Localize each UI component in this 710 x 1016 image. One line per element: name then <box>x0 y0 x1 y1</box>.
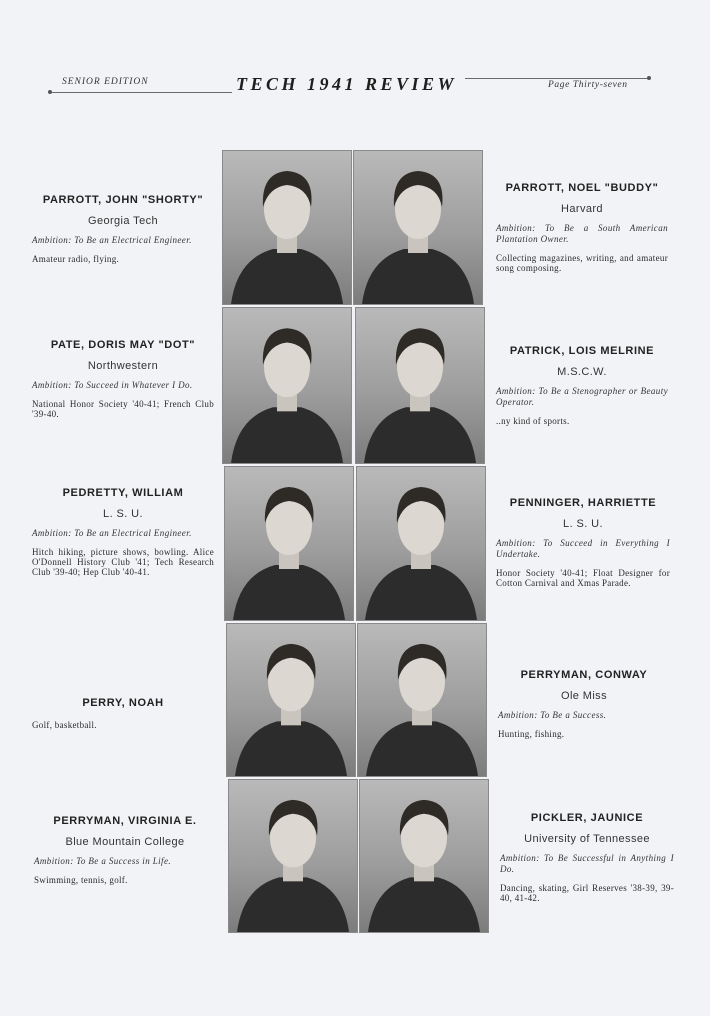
senior-bio <box>500 812 674 903</box>
senior-bio <box>496 497 670 588</box>
portrait-silhouette <box>356 308 484 463</box>
senior-ambition: Ambition: To Be a Stenographer or Beauty Operator. <box>496 386 668 407</box>
senior-name: PATE, DORIS MAY "DOT" <box>50 339 196 351</box>
portrait-photo-6 <box>356 466 486 621</box>
senior-bio <box>32 194 214 264</box>
senior-activities: Hunting, fishing. <box>498 729 565 739</box>
senior-activities: Honor Society '40-41; Float Designer for Cotton Carnival and Xmas Parade. <box>496 568 670 588</box>
portrait-photo-3 <box>222 307 352 464</box>
senior-ambition: Ambition: To Succeed in Everything I Undertake. <box>496 538 670 559</box>
senior-school: University of Tennessee <box>524 833 650 845</box>
senior-ambition: Ambition: To Be a South American Plantation Owner. <box>496 223 668 244</box>
senior-name: PERRYMAN, CONWAY <box>520 669 648 681</box>
portrait-silhouette <box>223 308 351 463</box>
header-rule-right <box>465 78 648 79</box>
portrait-photo-8 <box>357 623 487 777</box>
senior-bio <box>32 487 214 577</box>
senior-school: Northwestern <box>87 360 159 372</box>
senior-bio <box>34 815 216 885</box>
senior-school: Blue Mountain College <box>65 836 185 848</box>
senior-name: PEDRETTY, WILLIAM <box>62 487 184 499</box>
senior-school: Ole Miss <box>561 690 607 702</box>
header-rule-left <box>52 92 232 93</box>
senior-name: PERRYMAN, VIRGINIA E. <box>53 815 197 827</box>
senior-ambition: Ambition: To Be Successful in Anything I Do. <box>500 853 674 874</box>
portrait-silhouette <box>227 624 355 776</box>
senior-name: PERRY, NOAH <box>82 697 164 709</box>
senior-ambition: Ambition: To Be a Success in Life. <box>34 856 172 866</box>
senior-bio <box>32 697 214 730</box>
portrait-silhouette <box>354 151 482 304</box>
senior-name: PICKLER, JAUNICE <box>530 812 644 824</box>
senior-ambition: Ambition: To Be an Electrical Engineer. <box>32 235 192 245</box>
senior-ambition: Ambition: To Succeed in Whatever I Do. <box>32 380 193 390</box>
portrait-photo-5 <box>224 466 354 621</box>
senior-activities: Golf, basketball. <box>32 720 97 730</box>
senior-ambition: Ambition: To Be an Electrical Engineer. <box>32 528 192 538</box>
portrait-photo-2 <box>353 150 483 305</box>
senior-school: Harvard <box>561 203 603 215</box>
senior-school: M.S.C.W. <box>557 366 607 378</box>
senior-school: Georgia Tech <box>87 215 159 227</box>
senior-activities: Dancing, skating, Girl Reserves '38-39, 39-40, 41-42. <box>500 883 674 903</box>
portrait-silhouette <box>229 780 357 932</box>
senior-activities: Hitch hiking, picture shows, bowling. Alice O'Donnell History Club '41; Tech Research Club '39-40; Hep Club '40-41. <box>32 547 214 577</box>
header-edition-label: SENIOR EDITION <box>62 77 149 87</box>
header-title: TECH 1941 REVIEW <box>236 74 458 94</box>
portrait-photo-10 <box>359 779 489 933</box>
header-rule-right-dot <box>647 76 651 80</box>
senior-name: PENNINGER, HARRIETTE <box>509 497 657 509</box>
header-page-number: Page Thirty-seven <box>548 80 628 90</box>
senior-activities: Collecting magazines, writing, and amateur song composing. <box>496 253 668 273</box>
portrait-silhouette <box>358 624 486 776</box>
portrait-photo-4 <box>355 307 485 464</box>
senior-activities: Swimming, tennis, golf. <box>34 875 128 885</box>
senior-bio <box>498 669 670 739</box>
senior-activities: ..ny kind of sports. <box>496 416 570 426</box>
senior-school: L. S. U. <box>563 518 603 530</box>
senior-bio <box>496 182 668 273</box>
senior-name: PATRICK, LOIS MELRINE <box>509 345 655 357</box>
senior-school: L. S. U. <box>103 508 143 520</box>
senior-bio <box>32 339 214 419</box>
portrait-silhouette <box>225 467 353 620</box>
portrait-photo-1 <box>222 150 352 305</box>
senior-name: PARROTT, JOHN "SHORTY" <box>42 194 204 206</box>
senior-ambition: Ambition: To Be a Success. <box>498 710 607 720</box>
portrait-photo-7 <box>226 623 356 777</box>
senior-bio <box>496 345 668 426</box>
portrait-silhouette <box>360 780 488 932</box>
senior-name: PARROTT, NOEL "BUDDY" <box>505 182 659 194</box>
senior-activities: National Honor Society '40-41; French Club '39-40. <box>32 399 214 419</box>
portrait-photo-9 <box>228 779 358 933</box>
portrait-silhouette <box>223 151 351 304</box>
senior-activities: Amateur radio, flying. <box>32 254 120 264</box>
portrait-silhouette <box>357 467 485 620</box>
